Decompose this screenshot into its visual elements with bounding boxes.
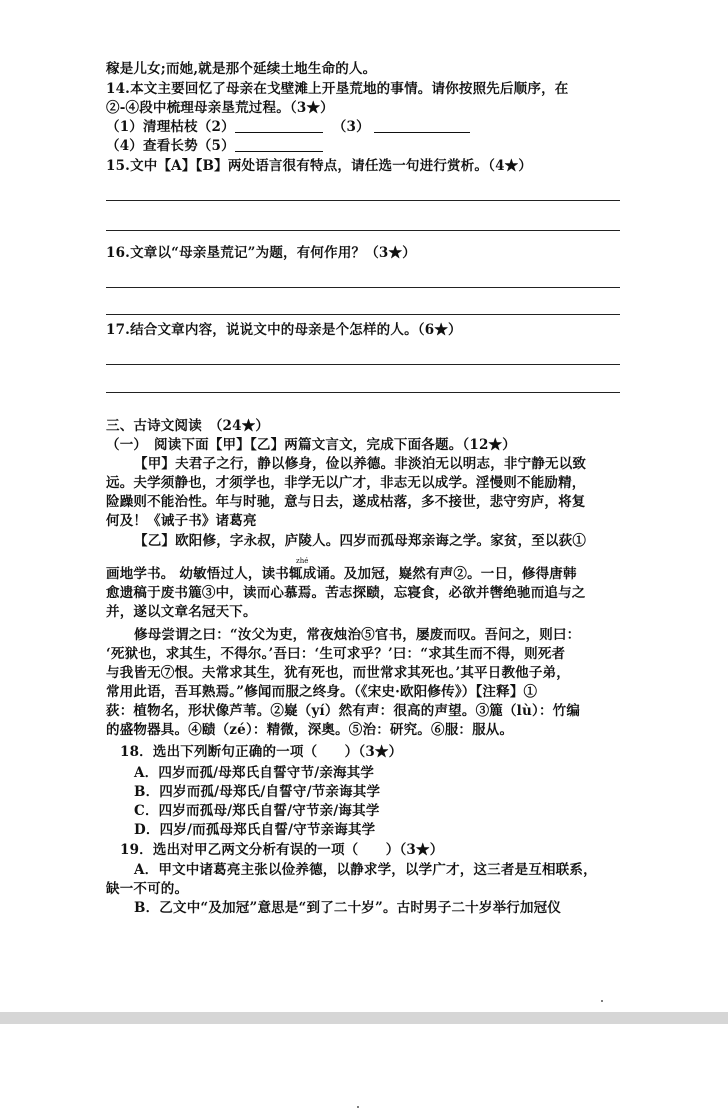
passage-jia-line1: 【甲】夫君子之行，静以修身，俭以养德。非淡泊无以明志，非宁静无以致 [134, 456, 587, 472]
annotation-line2: 的盛物器具。④赜（zé）：精微，深奥。⑤治：研究。⑥服：服从。 [106, 722, 514, 738]
question-19: 19．选出对甲乙两文分析有误的一项（ ）（3★） [120, 842, 444, 858]
answer-line[interactable] [106, 287, 620, 288]
question-16: 16.文章以“母亲垦荒记”为题，有何作用？（3★） [106, 245, 416, 261]
next-page-area [0, 1024, 728, 1110]
option-b[interactable]: B．乙文中“及加冠”意思是“到了二十岁”。古时男子二十岁举行加冠仪 [134, 900, 562, 916]
passage-yi-line7: 与我皆无⑦恨。夫常求其生，犹有死也，而世常求其死也。’其平日教他子弟， [106, 665, 570, 681]
answer-line[interactable] [106, 314, 620, 315]
question-14: 14.本文主要回忆了母亲在戈壁滩上开垦荒地的事情。请你按照先后顺序，在 [106, 81, 569, 97]
answer-line[interactable] [106, 230, 620, 231]
scan-speck [357, 1106, 359, 1108]
question-14-blanks-row2 [106, 138, 323, 154]
answer-blank-5[interactable] [235, 139, 323, 152]
option-a[interactable]: A．四岁而孤/母郑氏自誓守节/亲海其学 [134, 765, 375, 781]
text-line-1: 稼是儿女;而她,就是那个延续土地生命的人。 [106, 61, 377, 77]
pinyin-annotation: zhé [296, 557, 309, 565]
passage-yi-line2: 画地学书。 幼敏悟过人，读书辄成诵。及加冠，嶷然有声②。一日，修得唐韩 [106, 566, 577, 582]
passage-yi-line1: 【乙】欧阳修，字永叔，庐陵人。四岁而孤母郑亲诲之学。家贫，至以荻① [134, 533, 587, 549]
question-14-cont: ②-④段中梳理母亲垦荒过程。（3★） [106, 100, 334, 116]
answer-blank-3[interactable] [374, 120, 470, 133]
option-a[interactable]: A．甲文中诸葛亮主张以俭养德，以静求学，以学广才，这三者是互相联系， [134, 862, 597, 878]
question-15: 15.文中【A】【B】两处语言很有特点，请任选一句进行赏析。（4★） [106, 158, 533, 174]
fill-in-item4: （4）查看长势（5） [106, 138, 235, 154]
passage-yi-line5: 修母尝谓之曰：“汝父为吏，常夜烛治⑤官书，屡废而叹。吾问之，则曰： [134, 627, 581, 643]
question-17: 17.结合文章内容，说说文中的母亲是个怎样的人。（6★） [106, 322, 462, 338]
answer-line[interactable] [106, 200, 620, 201]
option-d[interactable]: D．四岁/而孤母郑氏自誓/守节亲诲其学 [134, 822, 376, 838]
section-heading: 三、古诗文阅读 （24★） [106, 418, 270, 434]
passage-yi-line8: 常用此语，吾耳熟焉。”修闻而服之终身。（《宋史·欧阳修传》）【注释】① [106, 684, 538, 700]
passage-jia-line3: 险躁则不能治性。年与时驰，意与日去，遂成枯落，多不接世，悲守穷庐，将复 [106, 494, 586, 510]
annotation-line1: 荻：植物名，形状像芦苇。②嶷（yí）然有声：很高的声望。③簏（lù）：竹编 [106, 703, 581, 719]
passage-yi-line4: 并，遂以文章名冠天下。 [106, 604, 257, 620]
option-c[interactable]: C．四岁而孤母/郑氏自誓/守节亲/诲其学 [134, 803, 380, 819]
reading-instructions: （一） 阅读下面【甲】【乙】两篇文言文，完成下面各题。（12★） [106, 437, 516, 453]
passage-yi-line6: ‘死狱也，求其生，不得尔。’吾曰：‘生可求乎？’曰：“求其生而不得，则死者 [106, 646, 566, 662]
answer-line[interactable] [106, 364, 620, 365]
answer-line[interactable] [106, 392, 620, 393]
answer-blank-2[interactable] [235, 120, 323, 133]
option-a-cont: 缺一不可的。 [106, 881, 189, 897]
question-18: 18．选出下列断句正确的一项（ ）（3★） [120, 744, 403, 760]
fill-in-item3: （3） [332, 119, 370, 135]
scan-speck [601, 1000, 603, 1002]
passage-yi-line3: 愈遗稿于废书簏③中，读而心慕焉。苦志探赜，忘寝食，必欲并辔绝驰而追与之 [106, 585, 586, 601]
passage-jia-line2: 远。夫学须静也，才须学也，非学无以广才，非志无以成学。淫慢则不能励精， [106, 475, 586, 491]
option-b[interactable]: B．四岁而孤/母郑氏/自誓守/节亲诲其学 [134, 784, 381, 800]
page-separator [0, 1012, 728, 1024]
question-14-blanks-row1 [106, 119, 470, 135]
passage-jia-line4: 何及！《诫子书》诸葛亮 [106, 513, 257, 529]
fill-in-item1: （1）清理枯枝（2） [106, 119, 235, 135]
